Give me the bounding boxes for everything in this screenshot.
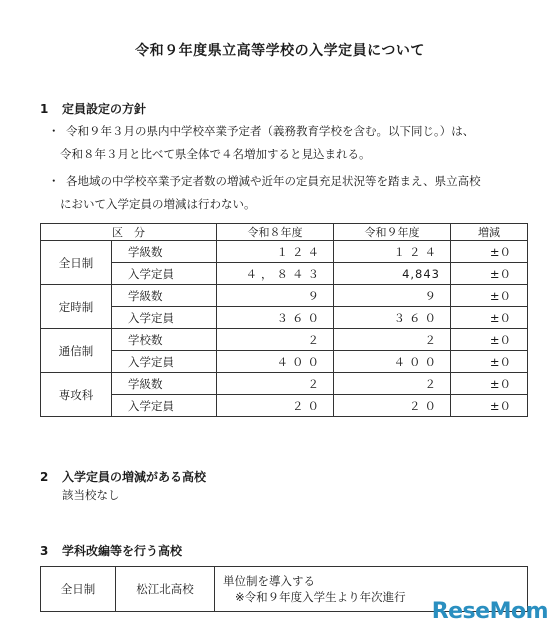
change-cell: ±０	[451, 351, 528, 373]
r8-cell: ２	[217, 373, 334, 395]
change-cell: ±０	[451, 241, 528, 263]
bullet-marker: ・	[48, 124, 60, 138]
section3-heading	[40, 542, 182, 559]
bullet2-line1	[48, 174, 481, 188]
table-row	[41, 329, 528, 351]
r9-cell: 4,843	[334, 263, 451, 285]
category-cell: 専攻科	[41, 373, 112, 417]
r9-cell: ４００	[334, 351, 451, 373]
change-cell: ±０	[451, 285, 528, 307]
change-cell: ±０	[451, 373, 528, 395]
item-cell: 入学定員	[112, 307, 217, 329]
bullet2-line2: において入学定員の増減は行わない。	[60, 197, 256, 211]
header-r9: 令和９年度	[334, 224, 451, 241]
item-cell: 学級数	[112, 241, 217, 263]
r9-cell: ９	[334, 285, 451, 307]
r9-cell: １２４	[334, 241, 451, 263]
category-cell: 通信制	[41, 329, 112, 373]
section3-number: 3	[40, 544, 49, 558]
bullet1-line2: 令和８年３月と比べて県全体で４名増加すると見込まれる。	[60, 147, 371, 161]
section1-title: 定員設定の方針	[62, 102, 147, 116]
resemom-logo: ReseMom	[431, 599, 548, 624]
item-cell: 入学定員	[112, 263, 217, 285]
header-change: 増減	[451, 224, 528, 241]
item-cell: 入学定員	[112, 351, 217, 373]
header-category: 区 分	[41, 224, 217, 241]
bullet1-line1	[48, 124, 474, 138]
r8-cell: ２０	[217, 395, 334, 417]
bullet2-text-1: 各地域の中学校卒業予定者数の増減や近年の定員充足状況等を踏まえ、県立高校	[66, 174, 481, 188]
table-row	[41, 307, 528, 329]
enrollment-table	[40, 223, 528, 417]
r8-cell: ９	[217, 285, 334, 307]
r9-cell: ２	[334, 373, 451, 395]
change-cell: ±０	[451, 395, 528, 417]
section3-title: 学科改編等を行う高校	[62, 544, 183, 558]
change-cell: ±０	[451, 263, 528, 285]
table-row	[41, 263, 528, 285]
table-row	[41, 373, 528, 395]
section1-number: 1	[40, 102, 49, 116]
section1-heading	[40, 100, 146, 117]
r9-cell: ２０	[334, 395, 451, 417]
r9-cell: ３６０	[334, 307, 451, 329]
section2-number: 2	[40, 470, 49, 484]
r8-cell: ２	[217, 329, 334, 351]
table-row	[41, 351, 528, 373]
r8-cell: １２４	[217, 241, 334, 263]
school-name-cell: 松江北高校	[116, 567, 215, 612]
category-cell: 全日制	[41, 241, 112, 285]
section2-body: 該当校なし	[62, 488, 120, 502]
r8-cell: ４，８４３	[217, 263, 334, 285]
section2-heading	[40, 468, 206, 485]
table-header-row	[41, 224, 528, 241]
page-title: 令和９年度県立高等学校の入学定員について	[135, 43, 425, 59]
table-row	[41, 395, 528, 417]
description-line1: 単位制を導入する	[223, 574, 315, 588]
r8-cell: ４００	[217, 351, 334, 373]
category-cell: 定時制	[41, 285, 112, 329]
r8-cell: ３６０	[217, 307, 334, 329]
item-cell: 学級数	[112, 285, 217, 307]
change-cell: ±０	[451, 329, 528, 351]
table-row	[41, 285, 528, 307]
item-cell: 学校数	[112, 329, 217, 351]
item-cell: 学級数	[112, 373, 217, 395]
r9-cell: ２	[334, 329, 451, 351]
change-cell: ±０	[451, 307, 528, 329]
bullet1-text-1: 令和９年３月の県内中学校卒業予定者（義務教育学校を含む。以下同じ。）は、	[66, 124, 475, 138]
bullet-marker: ・	[48, 174, 60, 188]
section2-title: 入学定員の増減がある高校	[62, 470, 207, 484]
description-note: ※令和９年度入学生より年次進行	[235, 590, 406, 604]
header-r8: 令和８年度	[217, 224, 334, 241]
course-type-cell: 全日制	[41, 567, 116, 612]
table-row	[41, 241, 528, 263]
item-cell: 入学定員	[112, 395, 217, 417]
